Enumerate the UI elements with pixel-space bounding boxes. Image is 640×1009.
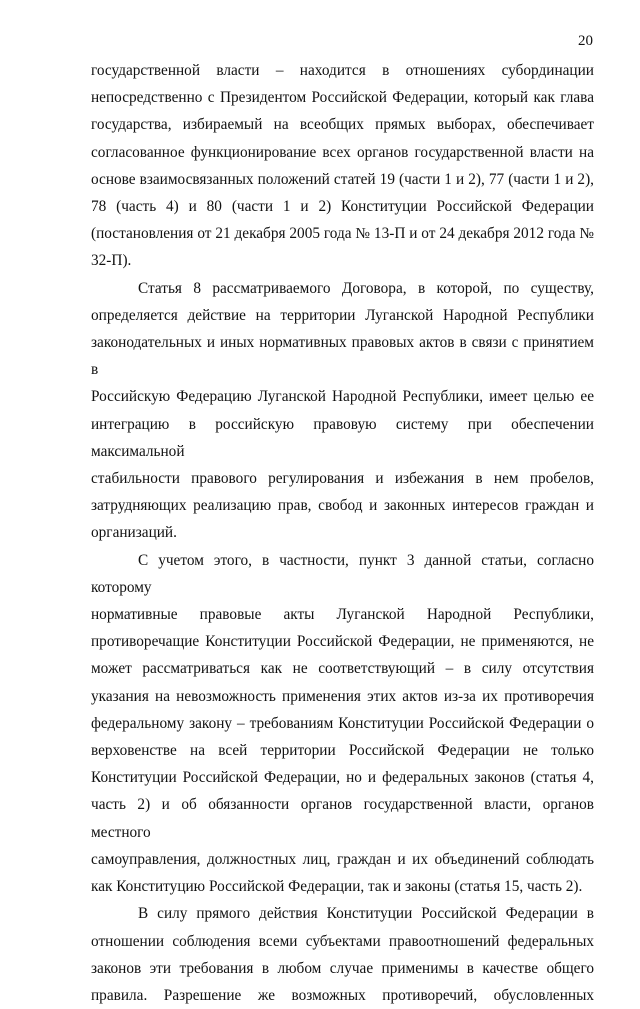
document-text [91,57,594,1009]
text-line: основе взаимосвязанных положений статей 19 (части 1 и 2), 77 (части 1 и 2), [91,170,594,188]
text-line: федеральному закону – требованиям Конституции Российской Федерации о [91,714,594,732]
text-line: верховенстве на всей территории Российской Федерации не только [91,742,594,760]
text-line: правила. Разрешение же возможных противоречий, обусловленных [91,986,594,1004]
text-line: интеграцию в российскую правовую систему при обеспечении максимальной [91,415,594,460]
page-number: 20 [578,33,593,49]
text-line: противоречащие Конституции Российской Федерации, не применяются, не [91,633,594,651]
text-line: часть 2) и об обязанности органов государственной власти, органов местного [91,796,594,841]
text-line: может рассматриваться как не соответствующий – в силу отсутствия [91,660,594,678]
text-line: согласованное функционирование всех органов государственной власти на [91,143,594,161]
paragraph-1 [91,57,594,275]
text-line: как Конституцию Российской Федерации, так и законы (статья 15, часть 2). [91,878,583,896]
text-line: Российскую Федерацию Луганской Народной Республики, имеет целью ее [91,388,594,406]
text-line: Статья 8 рассматриваемого Договора, в которой, по существу, [138,279,594,297]
text-line: С учетом этого, в частности, пункт 3 данной статьи, согласно которому [91,551,594,596]
text-line: стабильности правового регулирования и избежания в нем пробелов, [91,470,594,488]
text-line: В силу прямого действия Конституции Российской Федерации в [138,905,594,923]
text-line: государства, избираемый на всеобщих прямых выборах, обеспечивает [91,116,594,134]
text-line: определяется действие на территории Луганской Народной Республики [91,306,594,324]
text-line: организаций. [91,524,177,542]
text-line: законов эти требования в любом случае применимы в качестве общего [91,959,594,977]
text-line: 32-П). [91,252,132,270]
paragraph-2 [91,275,594,547]
text-line: 78 (часть 4) и 80 (части 1 и 2) Конституции Российской Федерации [91,198,594,216]
text-line: непосредственно с Президентом Российской Федерации, который как глава [91,89,594,107]
text-line: нормативные правовые акты Луганской Народной Республики, [91,606,594,624]
text-line: отношении соблюдения всеми субъектами правоотношений федеральных [91,932,594,950]
text-line: затрудняющих реализацию прав, свобод и законных интересов граждан и [91,497,594,515]
text-line: самоуправления, должностных лиц, граждан и их объединений соблюдать [91,850,594,868]
text-line: указания на невозможность применения этих актов из-за их противоречия [91,687,594,705]
paragraph-4 [91,900,594,1009]
text-line: Конституции Российской Федерации, но и федеральных законов (статья 4, [91,769,594,787]
text-line: законодательных и иных нормативных правовых актов в связи с принятием в [91,334,594,379]
paragraph-3 [91,547,594,901]
text-line: (постановления от 21 декабря 2005 года № 13-П и от 24 декабря 2012 года № [91,225,594,243]
text-line: государственной власти – находится в отношениях субординации [91,62,594,79]
